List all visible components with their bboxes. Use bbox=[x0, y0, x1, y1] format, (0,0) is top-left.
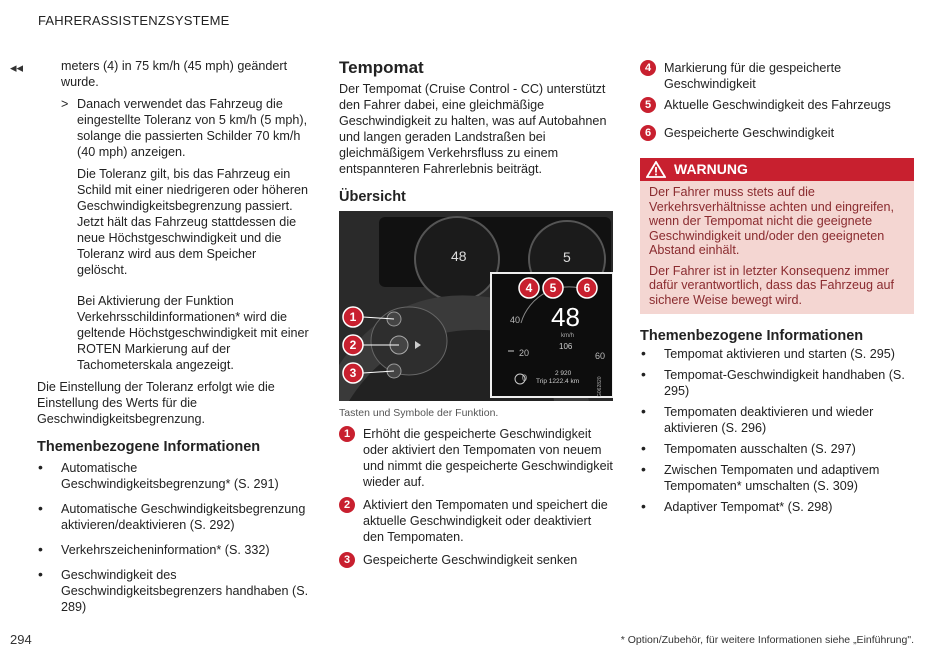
dashboard-illustration bbox=[339, 211, 613, 401]
stored-speed: 106 bbox=[559, 342, 573, 351]
number-badge: 5 bbox=[640, 97, 656, 113]
svg-text:6: 6 bbox=[583, 281, 591, 295]
related-link[interactable]: • Tempomat aktivieren und starten (S. 295) bbox=[640, 346, 914, 362]
number-badge: 3 bbox=[339, 552, 355, 568]
item-text: Markierung für die gespeicherte Geschwindigkeit bbox=[664, 61, 842, 91]
related-link[interactable]: • Automatische Geschwindigkeitsbegrenzung aktivieren/deaktivieren (S. 292) bbox=[37, 501, 309, 533]
scale-60: 60 bbox=[595, 351, 606, 361]
related-heading: Themenbezogene Informationen bbox=[37, 439, 261, 455]
number-badge: 4 bbox=[640, 60, 656, 76]
trip-meter: Trip 1222.4 km bbox=[536, 378, 580, 385]
related-link[interactable]: • Geschwindigkeit des Geschwindigkeitsbegrenzers handhaben (S. 289) bbox=[37, 567, 309, 615]
item-text: Aktiviert den Tempomaten und speichert die aktuelle Geschwindigkeit oder deaktiviert den Tempomaten. bbox=[363, 498, 608, 544]
overview-heading: Übersicht bbox=[339, 189, 406, 205]
intro-paragraph: Der Tempomat (Cruise Control - CC) unterstützt den Fahrer dabei, eine gleichmäßige Geschwindigkeit zu halten, was auf Autobahnen und langen geraden Landstraßen bei gleichmäßigem Verkehrsfluss zu einem entspannteren Fahrerlebnis beiträgt. bbox=[339, 82, 607, 176]
svg-text:4: 4 bbox=[525, 281, 533, 295]
number-badge: 6 bbox=[640, 125, 656, 141]
cluster-speed-small: 48 bbox=[451, 248, 467, 264]
related-list bbox=[37, 460, 309, 615]
number-badge: 1 bbox=[339, 426, 355, 442]
warning-title: WARNUNG bbox=[674, 161, 748, 177]
warning-paragraph: Der Fahrer ist in letzter Konsequenz immer dafür verantwortlich, dass das Fahrzeug auf sichere Weise bewegt wird. bbox=[649, 263, 895, 307]
related-link[interactable]: • Zwischen Tempomaten und adaptivem Tempomaten* umschalten (S. 309) bbox=[640, 462, 914, 494]
page-number: 294 bbox=[10, 632, 32, 647]
svg-text:2: 2 bbox=[349, 338, 357, 352]
numbered-list bbox=[339, 426, 613, 568]
list-item bbox=[339, 426, 613, 490]
continued-marker: ◂◂ bbox=[10, 60, 24, 75]
callout-5 bbox=[543, 278, 563, 298]
cluster-gauge-right: 5 bbox=[563, 249, 571, 265]
warning-box bbox=[640, 158, 914, 314]
arrow-paragraph bbox=[37, 96, 309, 160]
cruise-control-figure bbox=[339, 211, 613, 401]
item-text: Erhöht die gespeicherte Geschwindigkeit oder aktiviert den Tempomaten von neuem und nimmt die gespeicherte Geschwindigkeit wieder auf. bbox=[363, 427, 613, 489]
callout-6 bbox=[577, 278, 597, 298]
callout-2 bbox=[343, 335, 363, 355]
callout-1 bbox=[343, 307, 363, 327]
scale-0: 0 bbox=[522, 373, 528, 383]
numbered-list bbox=[640, 60, 914, 141]
warning-triangle-icon bbox=[646, 161, 666, 178]
related-link[interactable]: • Tempomaten ausschalten (S. 297) bbox=[640, 441, 914, 457]
scale-20: 20 bbox=[519, 348, 530, 358]
list-item bbox=[640, 97, 914, 113]
related-link[interactable]: • Tempomat-Geschwindigkeit handhaben (S. 295) bbox=[640, 367, 914, 399]
section-title: Tempomat bbox=[339, 58, 424, 77]
related-link[interactable]: • Automatische Geschwindigkeitsbegrenzung* (S. 291) bbox=[37, 460, 309, 492]
item-text: Gespeicherte Geschwindigkeit bbox=[664, 126, 835, 140]
figure-code: G062820 bbox=[597, 376, 603, 397]
list-item bbox=[339, 497, 613, 545]
current-speed: 48 bbox=[551, 302, 580, 332]
paragraph: meters (4) in 75 km/h (45 mph) geändert wurde. bbox=[61, 59, 288, 89]
related-link[interactable]: • Adaptiver Tempomat* (S. 298) bbox=[640, 499, 914, 515]
warning-paragraph: Der Fahrer muss stets auf die Verkehrsverhältnisse achten und eingreifen, wenn der Tempomat nicht die geeignete Geschwindigkeit und/oder den geeigneten Abstand einhält. bbox=[649, 185, 895, 257]
arrow-marker: > bbox=[61, 97, 69, 111]
related-heading: Themenbezogene Informationen bbox=[640, 328, 864, 344]
list-item bbox=[640, 60, 914, 92]
callout-4 bbox=[519, 278, 539, 298]
related-link[interactable]: • Verkehrszeicheninformation* (S. 332) bbox=[37, 542, 309, 558]
related-list bbox=[640, 346, 914, 515]
scale-40: 40 bbox=[510, 315, 521, 325]
warning-header bbox=[640, 158, 914, 181]
paragraph: Danach verwendet das Fahrzeug die eingestellte Toleranz von 5 km/h (5 mph), solange die passierten Schilder 70 km/h (40 mph) anzeigen. bbox=[77, 97, 308, 159]
running-header: FAHRERASSISTENZSYSTEME bbox=[38, 13, 230, 28]
paragraph: Die Einstellung der Toleranz erfolgt wie die Einstellung des Werts für die Geschwindigkeitsbegrenzung. bbox=[37, 380, 275, 426]
footnote: * Option/Zubehör, für weitere Informationen siehe „Einführung". bbox=[620, 634, 914, 646]
column-3 bbox=[640, 58, 914, 515]
speed-unit: km/h bbox=[561, 333, 575, 339]
item-text: Aktuelle Geschwindigkeit des Fahrzeugs bbox=[664, 98, 891, 112]
number-badge: 2 bbox=[339, 497, 355, 513]
svg-text:3: 3 bbox=[349, 366, 357, 380]
warning-body bbox=[640, 181, 914, 314]
odometer: 2 920 bbox=[555, 370, 572, 377]
figure-caption: Tasten und Symbole der Funktion. bbox=[339, 407, 499, 419]
list-item bbox=[640, 125, 914, 141]
svg-text:1: 1 bbox=[349, 310, 357, 324]
column-1 bbox=[37, 58, 309, 615]
related-link[interactable]: • Tempomaten deaktivieren und wieder aktivieren (S. 296) bbox=[640, 404, 914, 436]
column-2 bbox=[339, 58, 613, 568]
svg-text:5: 5 bbox=[549, 281, 557, 295]
callout-3 bbox=[343, 363, 363, 383]
paragraph: Die Toleranz gilt, bis das Fahrzeug ein Schild mit einer niedrigeren oder höheren Geschwindigkeitsbegrenzung passiert. Jetzt hält das Fahrzeug stattdessen die neue Höchstgeschwindigkeit und die Toleranz wird aus dem Speicher gelöscht. bbox=[77, 167, 309, 277]
item-text: Gespeicherte Geschwindigkeit senken bbox=[363, 553, 578, 567]
paragraph: Bei Aktivierung der Funktion Verkehrsschildinformationen* wird die geltende Höchstgeschwindigkeit mit einer ROTEN Markierung auf der Tachometerskala angezeigt. bbox=[77, 294, 309, 372]
list-item bbox=[339, 552, 613, 568]
